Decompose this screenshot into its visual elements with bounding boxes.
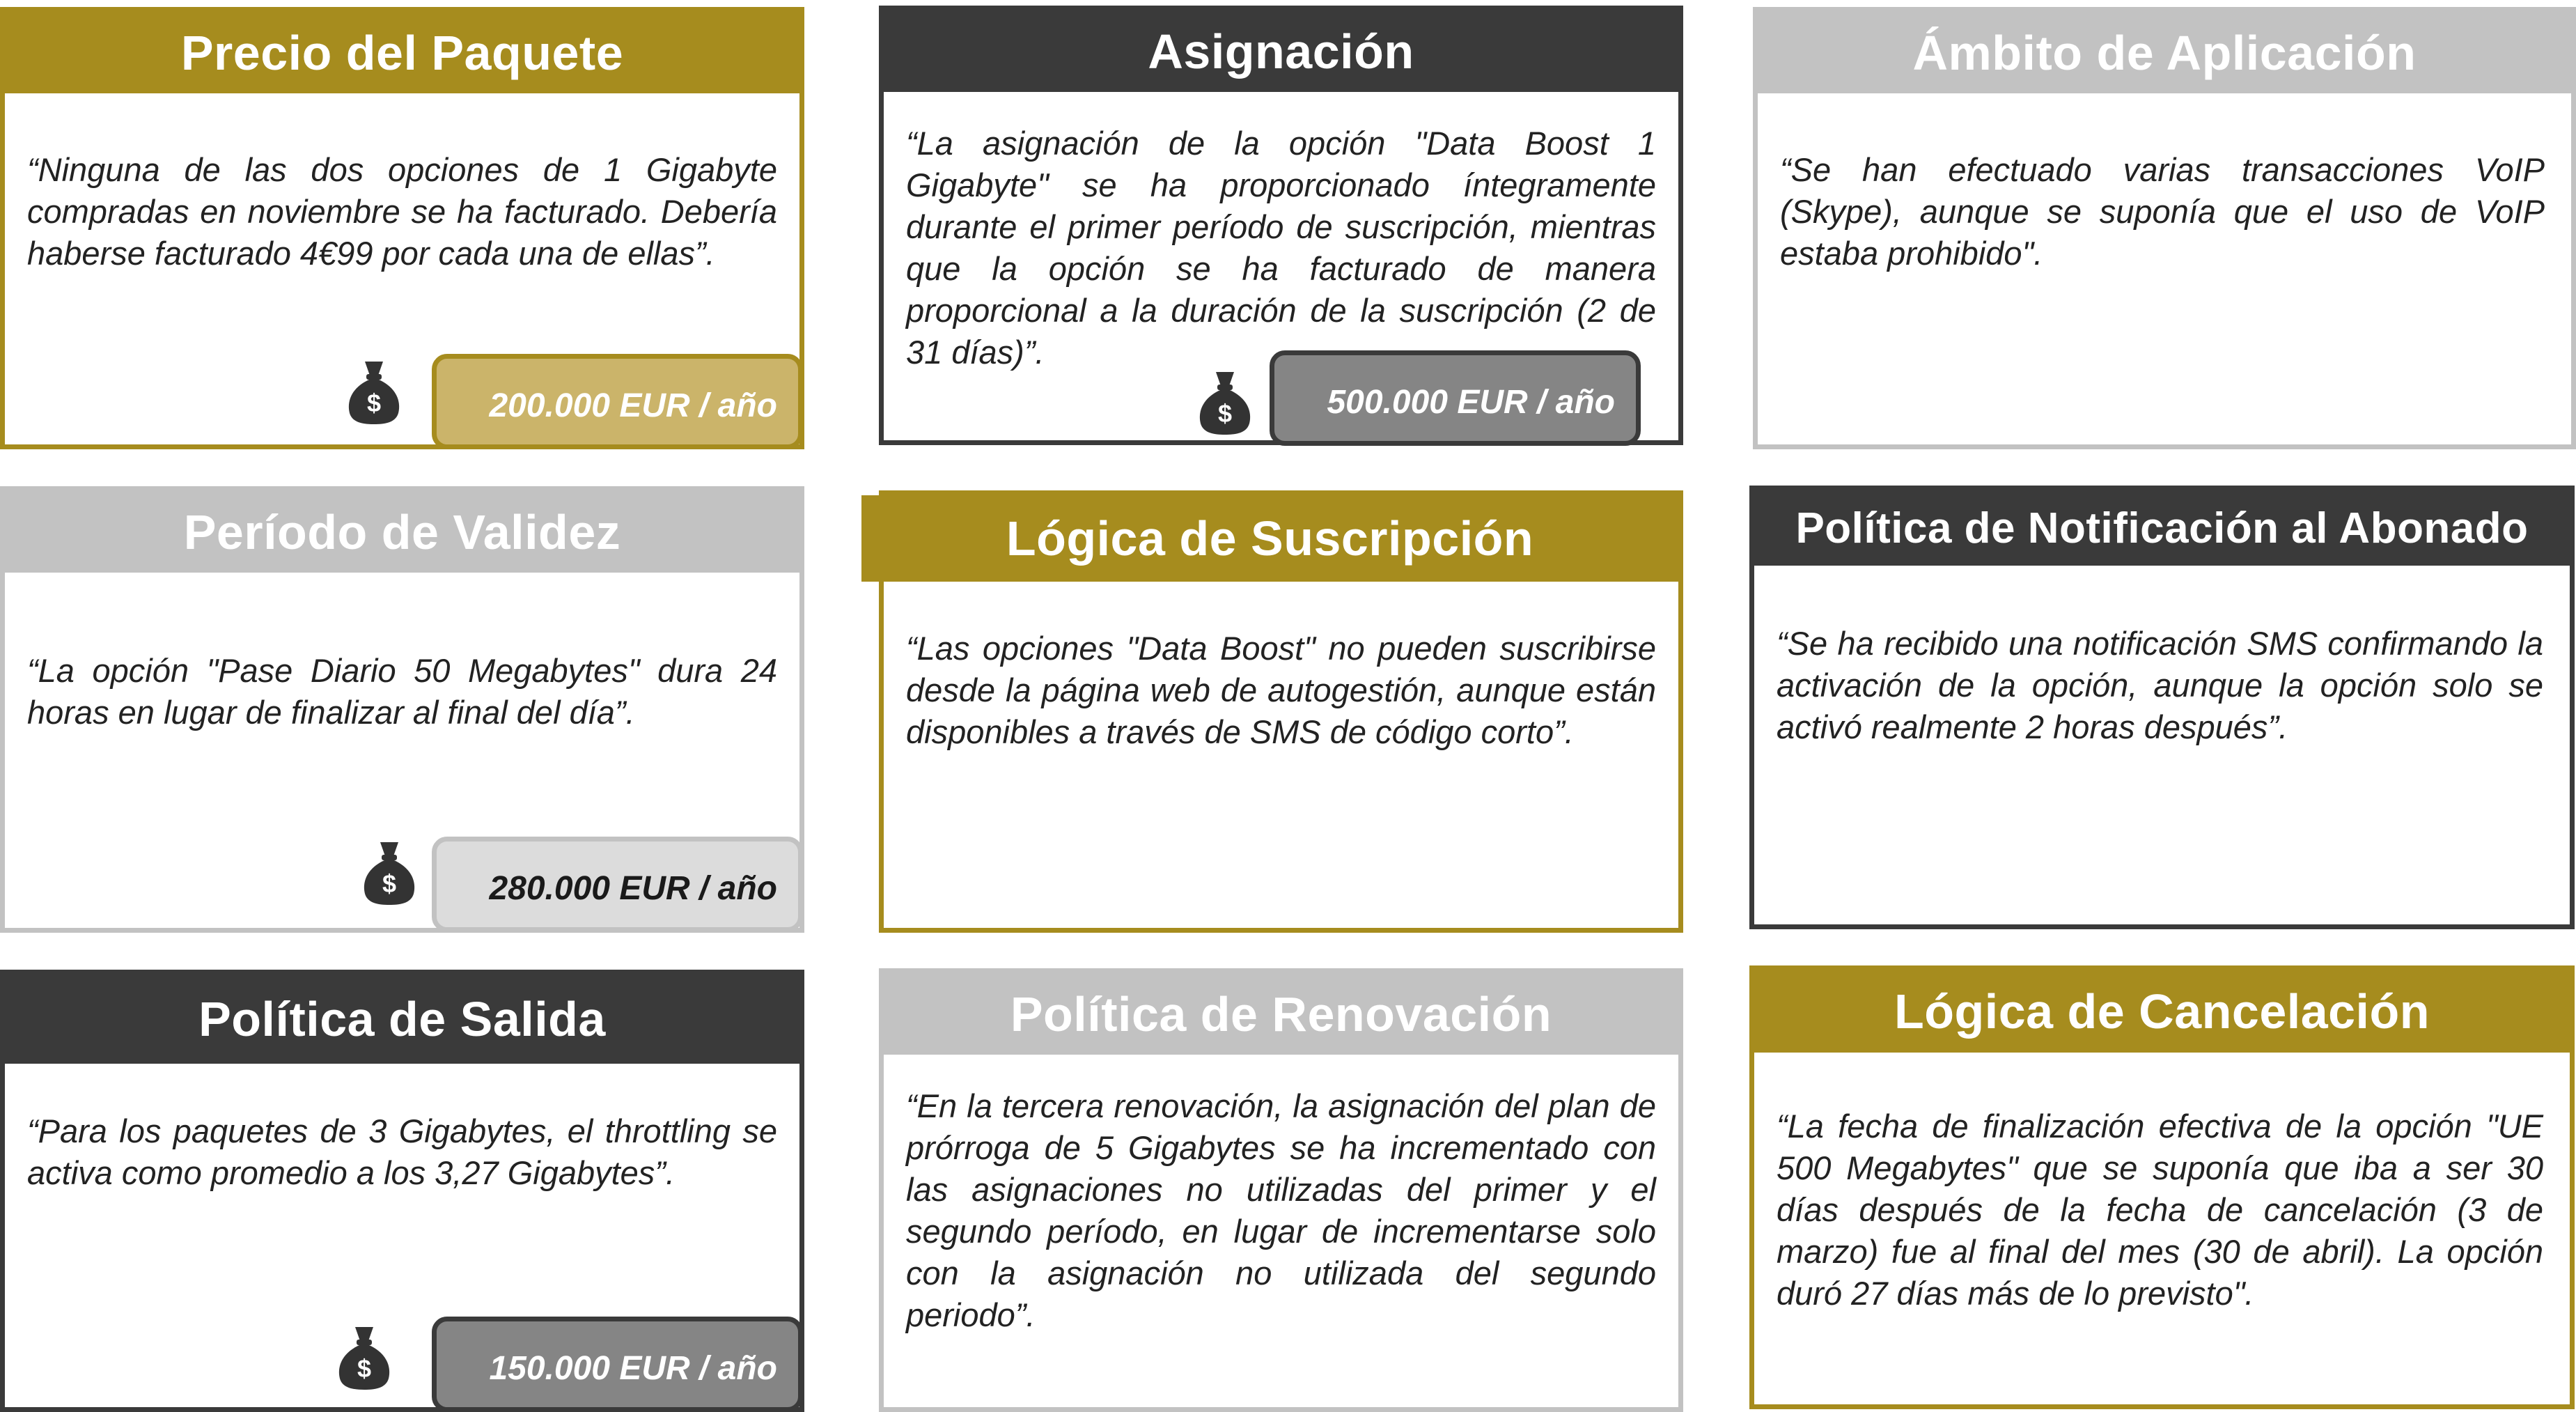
card-quote: “La fecha de finalización efectiva de la opción "UE 500 Megabytes" que se suponía que iba a ser 30 días después de la fecha de cancelación (3 de marzo) fue al final del mes (30 de abril). La opción duró 27 días más de lo previsto". xyxy=(1777,1108,2543,1312)
card-title: Política de Renovación xyxy=(884,973,1678,1055)
card-politica-de-renovacion xyxy=(879,968,1683,1412)
card-politica-de-notificacion xyxy=(1749,486,2575,929)
card-quote: “En la tercera renovación, la asignación del plan de prórroga de 5 Gigabytes se ha incrementado con las asignaciones no utilizadas del primer y el segundo período, en lugar de incrementarse solo con la asignación no utilizada del segundo periodo”. xyxy=(906,1087,1656,1333)
card-title: Lógica de Cancelación xyxy=(1754,970,2570,1053)
card-logica-de-suscripcion xyxy=(879,490,1683,933)
money-bag-icon xyxy=(361,839,418,906)
card-quote: “Se han efectuado varias transacciones VoIP (Skype), aunque se suponía que el uso de VoIP estaba prohibido". xyxy=(1780,151,2545,272)
price-box: 280.000 EUR / año xyxy=(432,837,803,932)
money-bag-icon xyxy=(336,1324,393,1391)
card-title: Lógica de Suscripción xyxy=(861,495,1678,582)
card-quote: “Se ha recibido una notificación SMS confirmando la activación de la opción, aunque la opción solo se activó realmente 2 horas después”. xyxy=(1777,625,2543,745)
card-quote: “Las opciones "Data Boost" no pueden suscribirse desde la página web de autogestión, aunque están disponibles a través de SMS de código corto”. xyxy=(906,630,1656,750)
card-logica-de-cancelacion xyxy=(1749,965,2575,1409)
card-title: Período de Validez xyxy=(5,491,799,573)
card-title: Precio del Paquete xyxy=(5,12,799,93)
card-title: Política de Notificación al Abonado xyxy=(1754,490,2570,566)
price-box: 150.000 EUR / año xyxy=(432,1317,803,1412)
price-box: 500.000 EUR / año xyxy=(1270,350,1641,446)
card-quote: “Ninguna de las dos opciones de 1 Gigabyte compradas en noviembre se ha facturado. Debería haberse facturado 4€99 por cada una de ellas”. xyxy=(27,151,777,272)
card-quote: “La opción "Pase Diario 50 Megabytes" dura 24 horas en lugar de finalizar al final del día”. xyxy=(27,652,777,731)
card-quote: “Para los paquetes de 3 Gigabytes, el throttling se activa como promedio a los 3,27 Gigabytes”. xyxy=(27,1112,777,1191)
price-box: 200.000 EUR / año xyxy=(432,354,803,449)
card-title: Ámbito de Aplicación xyxy=(1758,12,2571,93)
money-bag-icon xyxy=(345,359,403,426)
money-bag-icon xyxy=(1196,369,1254,436)
card-quote: “La asignación de la opción "Data Boost 1 Gigabyte" se ha proporcionado íntegramente durante el primer período de suscripción, mientras que la opción se ha facturado de manera proporcional a la duración de la suscripción (2 de 31 días)”. xyxy=(906,125,1656,371)
card-title: Asignación xyxy=(884,10,1678,92)
card-title: Política de Salida xyxy=(5,975,799,1064)
card-ambito-de-aplicacion xyxy=(1753,7,2576,449)
